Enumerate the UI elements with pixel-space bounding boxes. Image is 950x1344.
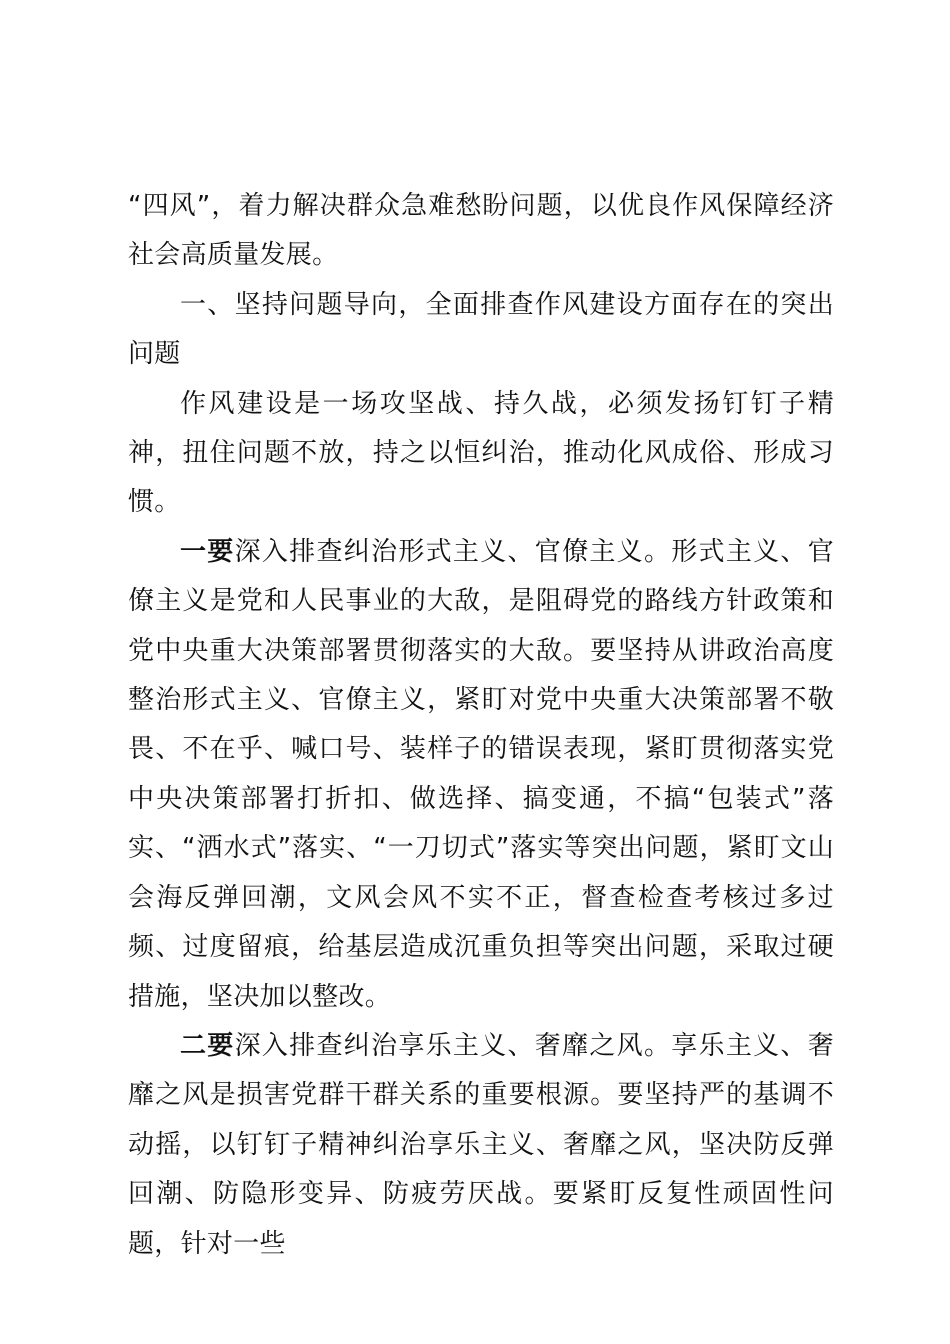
section-heading: [128, 281, 834, 380]
paragraph-point-one: [128, 528, 834, 1022]
paragraph-text: “四风”，着力解决群众急难愁盼问题，以优良作风保障经济社会高质量发展。: [128, 191, 834, 271]
point-lead: 二要: [180, 1030, 235, 1061]
document-page: [128, 182, 834, 1269]
paragraph-text: 深入排查纠治享乐主义、奢靡之风。享乐主义、奢靡之风是损害党群干群关系的重要根源。要坚持严的基调不动摇，以钉钉子精神纠治享乐主义、奢靡之风，坚决防反弹回潮、防隐形变异、防疲劳厌战。要紧盯反复性顽固性问题，针对一些: [128, 1030, 834, 1259]
paragraph-text: 深入排查纠治形式主义、官僚主义。形式主义、官僚主义是党和人民事业的大敌，是阻碍党的路线方针政策和党中央重大决策部署贯彻落实的大敌。要坚持从讲政治高度整治形式主义、官僚主义，紧盯对党中央重大决策部署不敬畏、不在乎、喊口号、装样子的错误表现，紧盯贯彻落实党中央决策部署打折扣、做选择、搞变通，不搞“包装式”落实、“洒水式”落实、“一刀切式”落实等突出问题，紧盯文山会海反弹回潮，文风会风不实不正，督查检查考核过多过频、过度留痕，给基层造成沉重负担等突出问题，采取过硬措施，坚决加以整改。: [128, 536, 834, 1012]
paragraph-text: 作风建设是一场攻坚战、持久战，必须发扬钉钉子精神，扭住问题不放，持之以恒纠治，推动化风成俗、形成习惯。: [128, 388, 834, 518]
paragraph-intro: [128, 380, 834, 528]
paragraph-point-two: [128, 1022, 834, 1269]
point-lead: 一要: [180, 536, 235, 567]
section-heading-text: 一、坚持问题导向，全面排查作风建设方面存在的突出问题: [128, 289, 834, 370]
paragraph-continuation: [128, 182, 834, 281]
